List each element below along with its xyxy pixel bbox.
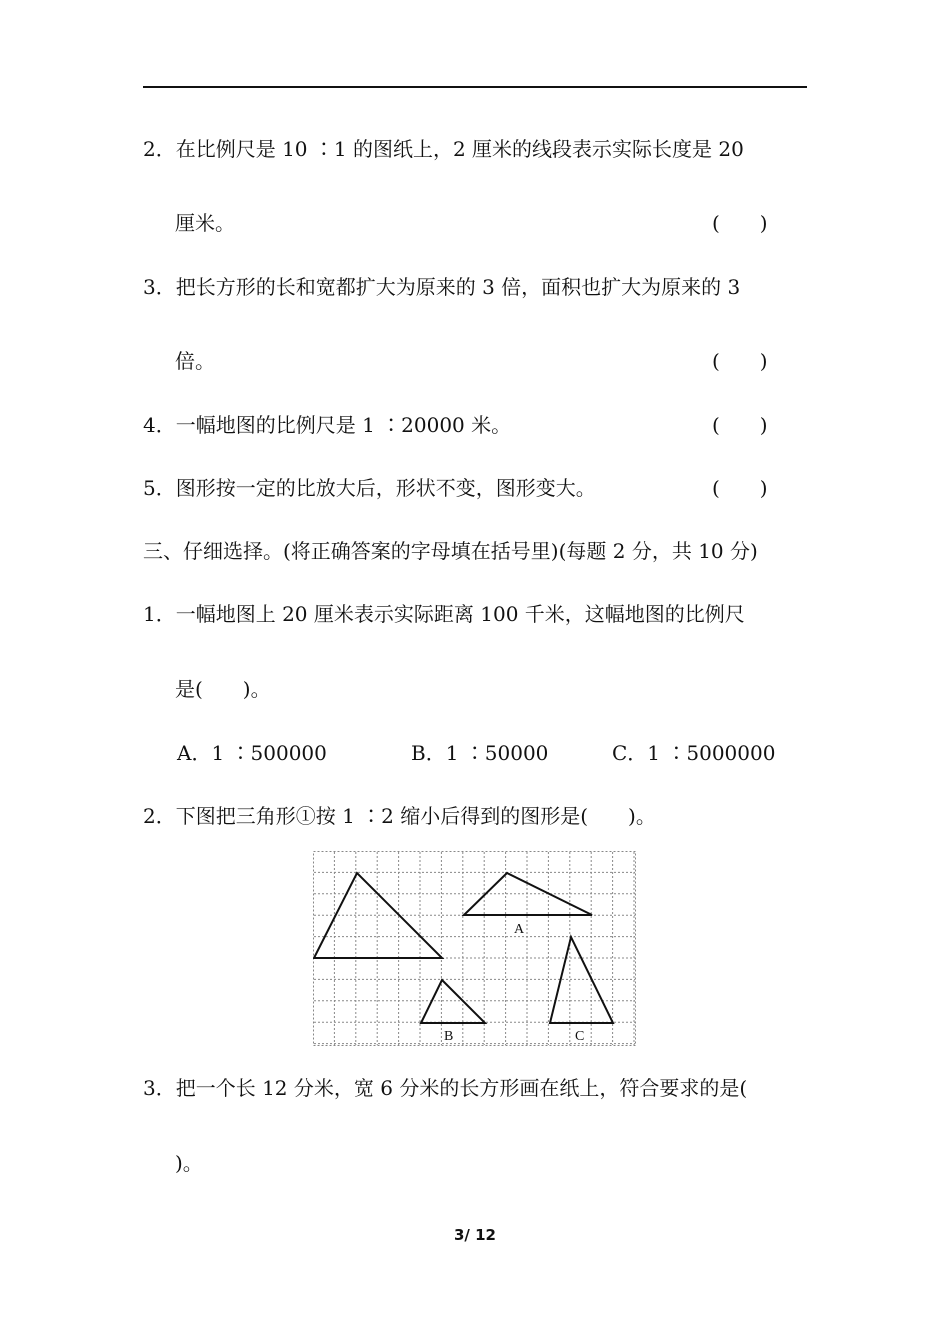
s3-q2-text: 2．下图把三角形①按 1 ∶2 缩小后得到的图形是( )。: [143, 804, 656, 828]
label-b: B: [444, 1029, 454, 1044]
q2-2-answer-blank[interactable]: ( ): [712, 211, 768, 235]
section3-heading: 三、仔细选择。(将正确答案的字母填在括号里)(每题 2 分，共 10 分): [143, 539, 758, 563]
q2-5-answer-blank[interactable]: ( ): [712, 476, 768, 500]
page-number: 3/ 12: [453, 1226, 496, 1244]
q2-5-line1: 5．图形按一定的比放大后，形状不变，图形变大。: [143, 476, 596, 500]
header-rule: [143, 86, 807, 88]
q2-3-answer-blank[interactable]: ( ): [712, 349, 768, 373]
q2-2-line2: 厘米。: [175, 211, 235, 235]
triangle-grid-figure: [313, 851, 637, 1047]
q2-2-line1: 2．在比例尺是 10 ∶1 的图纸上，2 厘米的线段表示实际长度是 20: [143, 137, 744, 161]
q2-4-answer-blank[interactable]: ( ): [712, 413, 768, 437]
s3-q3-line1: 3．把一个长 12 分米，宽 6 分米的长方形画在纸上，符合要求的是(: [143, 1076, 748, 1100]
q2-3-line1: 3．把长方形的长和宽都扩大为原来的 3 倍，面积也扩大为原来的 3: [143, 275, 741, 299]
s3-q1-option-a[interactable]: A．1 ∶500000: [177, 741, 327, 765]
label-a: A: [514, 922, 525, 937]
s3-q1-option-c[interactable]: C．1 ∶5000000: [612, 741, 776, 765]
triangle-b[interactable]: [421, 980, 485, 1023]
s3-q1-line1: 1．一幅地图上 20 厘米表示实际距离 100 千米，这幅地图的比例尺: [143, 602, 745, 626]
s3-q1-line2: 是( )。: [175, 677, 271, 701]
s3-q1-option-b[interactable]: B．1 ∶50000: [411, 741, 549, 765]
label-c: C: [575, 1029, 585, 1044]
q2-3-line2: 倍。: [175, 349, 215, 373]
triangle-c[interactable]: [550, 937, 613, 1023]
q2-4-line1: 4．一幅地图的比例尺是 1 ∶20000 米。: [143, 413, 512, 437]
s3-q3-line2: )。: [175, 1151, 203, 1175]
